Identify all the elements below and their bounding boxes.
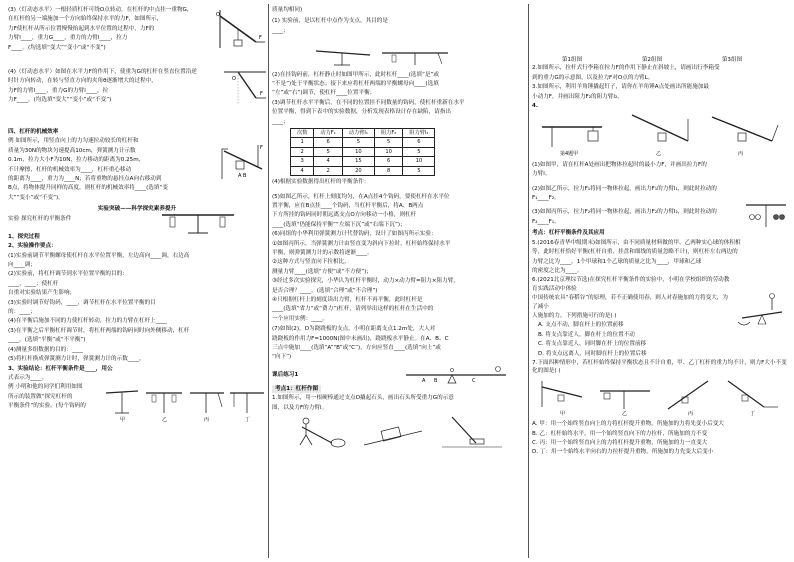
- q6-line: 人施加的力，下列措施可行的是( ): [532, 312, 617, 319]
- table-header-cell: 阻力F₂: [374, 129, 402, 138]
- q7-option: A. 甲：用一个始终竖直向上的力将杠杆提升重物，所施加的力将先变小后变大: [532, 421, 724, 428]
- point-label: A: [422, 377, 426, 384]
- q5-line: 力臂之比为____，1个甲球和1个乙球的质量之比为____，甲球和乙球: [532, 258, 702, 265]
- q7-option: D. 丁：用一个始终水平向右的力拉杆提升重物，所施加的力先变大后变小: [532, 449, 714, 456]
- table-cell: 3: [291, 157, 314, 166]
- experiment-item: (4)在平衡后施加不同的力使杠杆转动，拉力的力臂在杠杆上____: [8, 318, 167, 325]
- table-header-cell: 次数: [291, 129, 314, 138]
- q6-line: 中国传统农具“春稻谷”的原理，若不正确使用春，则人对春施加的力将变大，为了减小: [532, 295, 728, 310]
- q3-block: [8, 6, 266, 68]
- lever-figure-q3: [216, 8, 266, 54]
- example-line: 0.1m，拉力大小F为10N，拉力移动的距离为0.25m，: [8, 157, 145, 164]
- experiment-item: (3)在平衡之后平衡杠杆调节时，将杠杆两端的钩码同时向外侧移动，杠杆: [8, 327, 190, 334]
- figure-7-bing: [668, 381, 708, 409]
- q5-line: ④只根据杠杆上的刻度读出力臂，杠杆不再平衡，此时杠杆是: [272, 296, 423, 303]
- q4-figures: [532, 111, 782, 157]
- table-cell: 6: [314, 138, 342, 147]
- figure-yi: [146, 393, 182, 413]
- section-title: 四、杠杆的机械效率: [8, 129, 59, 135]
- q5-line: (5)如图乙所示，杠杆上刻度均匀，在A点挂4个钩码，要使杠杆在水平位: [272, 193, 450, 200]
- experiment-title: 实验突破——科学探究素养提升: [97, 206, 177, 213]
- q5-line: 置平衡，应在B点挂____个钩码，当杠杆平衡后，将A、B两点: [272, 202, 424, 209]
- q3-line: 3.如图所示，利用羊角锤撬起钉子，请你在羊角锤A点处画出所能施加最: [532, 84, 709, 91]
- q5-line: ①如图丙所示，当弹簧测力计由竖直变为斜向下拉时，杠杆始终保持水平: [272, 240, 451, 247]
- q4-line: (1)如图甲，请在杠杆A处画出把物体拉起时的最小力F，并画出拉力F的: [532, 161, 707, 168]
- example-efficiency: [8, 137, 266, 201]
- figure-suitcase: [364, 427, 422, 445]
- q2-line: 位置平衡，得到下表中的实验数据，分析发现表格设计存在缺陷，请指出: [272, 109, 452, 116]
- table-header-row: [291, 129, 435, 138]
- example2-block: [8, 383, 266, 423]
- q5-line: 一个应用实例：____。: [272, 315, 328, 322]
- table-cell: 5: [342, 138, 374, 147]
- table-header-cell: 动力F₁: [314, 129, 342, 138]
- q5-line: 测量力臂____(选填“方便”或“不方便”)；: [272, 268, 372, 275]
- experiment-item: ____，____；使杠杆: [8, 280, 59, 287]
- homework-title: 课后练习1: [272, 371, 299, 378]
- table-cell: 6: [374, 157, 402, 166]
- q5-line: 平衡，则弹簧测力计的示数将逐渐____。: [272, 249, 373, 256]
- group-title: 第1组图: [561, 57, 583, 63]
- column-middle: [272, 6, 526, 452]
- column-right: [532, 6, 788, 458]
- example-line: 的距离为____，重力为____N；若将重物的悬挂点A向右移动到: [8, 176, 162, 183]
- table-cell: 2: [314, 166, 342, 175]
- figure-label: 第4题甲: [560, 151, 579, 158]
- table-cell: 5: [314, 147, 342, 156]
- q5-line: 是否合理？____。(选填“合理”或“不合理”): [272, 287, 378, 294]
- svg-text:F: F: [259, 35, 262, 41]
- figure-label: 乙: [656, 151, 662, 158]
- q1-line: ____；: [272, 27, 289, 34]
- hw-q1-line: 图，以及力F的力臂l。: [272, 404, 328, 411]
- experiment-sub-row: [8, 215, 266, 233]
- example-line: B点，将物体提升同样的高度，则杠杆的机械效率将____(选填“变: [8, 185, 168, 192]
- experiment-subtitle: 实验 探究杠杆的平衡条件: [8, 215, 72, 222]
- column-divider: [528, 4, 529, 558]
- figure-bing: [190, 393, 224, 413]
- experiment-item: (1)实验前调节平衡螺母使杠杆在水平位置平衡，左边高向____调，右边高: [8, 252, 190, 259]
- group-title: 第3组图: [721, 57, 743, 63]
- section-title: 考点：杠杆平衡条件及其应用: [532, 230, 605, 237]
- q5-line: ____(选填“省力”或“费力”)杠杆，请列举出这样的杠杆在生活中的: [272, 306, 434, 313]
- q4-block: [8, 68, 266, 128]
- svg-text:F: F: [260, 145, 263, 152]
- table-cell: 10: [342, 147, 374, 156]
- figure-7-jia: [542, 381, 582, 407]
- table-cell: 5: [403, 166, 435, 175]
- experiment-item: (4)测量多组数据的目的：____: [8, 346, 84, 353]
- q5-line: 的密度之比为____。: [532, 267, 583, 274]
- figure-label: 丙: [688, 410, 694, 417]
- table-cell: 8: [374, 166, 402, 175]
- q7-line: 跷跷板的作用力F=1000N(图中未画出)，跷跷板水平静止。在A、B、C: [272, 335, 449, 342]
- lever-figure-q4: [222, 68, 268, 116]
- data-table: [290, 128, 435, 176]
- balance-lever-figure: [158, 205, 238, 235]
- q4-line: (4)根据实验数据得出杠杆的平衡条件：: [272, 179, 370, 186]
- seesaw-figure: [402, 363, 512, 385]
- figure-4-yi: [632, 115, 688, 141]
- q4-number: 4.: [532, 103, 539, 110]
- q4-line: (2)如图乙所示，拉力F₁将同一物体拉起，画出力F₁的力臂l₁，则此时拉动的: [532, 185, 717, 192]
- q7-option: B. 乙：杠杆始终水平，用一个始终竖直向下的力拉杆，所施加的力不变: [532, 430, 708, 437]
- table-cell: 20: [342, 166, 374, 175]
- q2-line: 2.如图所示，拉杆式行李箱在拉力F的作用下静止在斜坡上，请画出行李箱受: [532, 65, 720, 72]
- figure-label: 甲: [120, 417, 126, 424]
- experiment-item: 3、实验结论：杠杆平衡条件是____，用公: [8, 365, 113, 372]
- homework-subtitle: 考点1：杠杆作图: [272, 385, 321, 393]
- example2-line: 例 小明和他的同学们利用如图: [8, 384, 83, 391]
- svg-text:O: O: [232, 76, 236, 82]
- seesaw-row: [272, 363, 526, 385]
- q3-line: 力F使杠杆从所示位置慢慢抬起到水平位置的过程中，力F的: [8, 25, 155, 32]
- q6-option: B. 将支点靠近人，脚在杆上的位置不动: [538, 331, 635, 338]
- q4-line: F₁____F₂。: [532, 195, 560, 202]
- q4-line: 力臂l。: [532, 171, 551, 178]
- figure-7-ding: [728, 381, 778, 407]
- table-cell: 10: [374, 147, 402, 156]
- experiment-item: (3)实验时调节好钩码，____，调节杠杆在水平位置平衡的目: [8, 299, 156, 306]
- experiment-item: ____。(选填“平衡”或“不平衡”): [8, 337, 86, 344]
- q4-line: 力F____。(均选填“变大”“变小”或“不变”): [8, 97, 112, 104]
- q6-line: 6.(2021北京理综节选)在探究杠杆平衡条件的实验中，小明在学校组织的劳动教育实践活动中体验: [532, 277, 730, 292]
- figure-label: 乙: [622, 410, 628, 417]
- figure-label: 甲: [560, 410, 566, 417]
- figure-hammer: [442, 417, 502, 447]
- q4-line: 力F的力臂l____，重力G的力臂l____，拉: [8, 87, 109, 94]
- q7-line: (7)如图(2)，O为跷跷板的支点，小明在距离支点1.2m处，大人对: [272, 326, 436, 333]
- figure-4-jia: [542, 127, 602, 147]
- figure-label: 丙: [204, 417, 210, 424]
- q6-option: A. 支点不动，脚在杆上的位置前移: [538, 322, 624, 329]
- q5-line: ____(选填“仍能保持平衡”“左端下沉”或“右端下沉”)；: [272, 221, 406, 228]
- svg-text:A B: A B: [238, 173, 247, 180]
- q5-line: (6)同组的小华利用弹簧测力计代替钩码，设计了如图丙所示实验：: [272, 231, 437, 238]
- hw-q1-line: 1.如图所示，用一根硬棒通过支点O撬起石头，画出石头所受重力G的示意: [272, 395, 454, 402]
- table-cell: 4: [291, 166, 314, 175]
- point-label: C: [472, 377, 476, 384]
- group-title: 第2组图: [641, 57, 663, 63]
- example2-figures: [102, 383, 266, 423]
- experiment-item: 式表示为____。: [8, 374, 48, 381]
- point-label: O: [450, 367, 454, 374]
- q3-line: (3)（灯动态水平）一根轻质杠杆可绕O点转动，在杠杆的中点挂一重物G，: [8, 7, 193, 13]
- experiment-item: 向____调；: [8, 262, 36, 269]
- experiment-item: (5)将杠杆换成弹簧测力计时，弹簧测力计的示数____，: [8, 356, 145, 363]
- table-header-cell: 阻力臂l₂: [403, 129, 435, 138]
- table-cell: 6: [403, 138, 435, 147]
- continued-text: 质量均相同): [272, 7, 303, 13]
- example-line: 大”“变小”或“不变”)。: [8, 194, 64, 201]
- efficiency-figure: [218, 139, 266, 187]
- point-label: B: [434, 377, 438, 384]
- q4-line: (3)如图丙所示，拉力F₂将同一物体拉起，画出力F₂的力臂l₂，则此时拉动的: [532, 209, 717, 216]
- table-cell: 1: [291, 138, 314, 147]
- experiment-item: 2、实验操作要点：: [8, 243, 57, 250]
- q2-line: “不是”)处于平衡状态；接下来应将杠杆两端的平衡螺母向____(选填: [272, 81, 439, 88]
- experiment-item: 1、探究过程: [8, 233, 40, 240]
- q6-option: C. 将支点靠近人，同时脚在杆上的位置前移: [538, 341, 647, 348]
- q2-line: (3)调节杠杆水平平衡后，在不同的位置挂不同数量的钩码，使杠杆重新在水平: [272, 99, 465, 106]
- q6-block: [532, 276, 788, 358]
- q4-line: 时针方向转动，在转与竖直方向的夹角θ逐渐增大的过程中，: [8, 78, 157, 85]
- q5-line: 5.(2016春青华中级期末)如图所示，由不同质量材料做的甲、乙两种实心球的体积相: [532, 239, 741, 246]
- q7-line: 7.下面四种情形中，若杠杆始终保持平衡状态且不计自重，甲、乙丁杠杆的重力均不计，则力F大小不变化的图是( ): [532, 359, 787, 375]
- example2-line: 平衡条件”的实验。(每个钩码的: [8, 403, 86, 410]
- column-divider: [268, 4, 269, 558]
- table-row: [291, 166, 435, 175]
- figure-label: 丁: [750, 410, 756, 417]
- q4-line: (4)（灯动态水平）如图在水平力F的作用下，使重为G的杠杆在竖直位置沿逆: [8, 69, 197, 75]
- example2-line: 所示的装置做“探究杠杆的: [8, 393, 73, 400]
- q4-text-block: [532, 161, 788, 226]
- figure-crowbar: [300, 418, 345, 447]
- column-left: [8, 6, 266, 423]
- table-row: [291, 147, 435, 156]
- table-cell: 5: [374, 138, 402, 147]
- q4-line: F₂____F₁。: [532, 218, 560, 225]
- figure-label: 丙: [738, 151, 744, 158]
- table-cell: 5: [403, 147, 435, 156]
- hw-figures: [272, 413, 512, 449]
- lever-figures-q2: [312, 43, 452, 67]
- figure-label: 乙: [162, 417, 168, 424]
- q2-line: 到的重力G的示意图，以及拉力F对O点的力臂L。: [532, 74, 654, 81]
- q7-line: 三点中施加____(选填“A”“B”或“C”)，方向应竖直____(选填“向上”或: [272, 345, 441, 351]
- q5-line: 下方所挂的钩码同时朝远离支点O方向移动一小格，则杠杆: [272, 212, 417, 219]
- q3-line: 力臂l____，重力G____，重力的力臂l____，拉力: [8, 35, 128, 42]
- experiment-item: 自重对实验结果产生影响；: [8, 290, 76, 297]
- figure-7-yi: [600, 391, 650, 409]
- figure-4-bing: [712, 117, 778, 141]
- q6-option: D. 将支点远离人，同时脚在杆上的位置后移: [538, 350, 647, 357]
- q2-line: (2)在挂钩码前，杠杆静止时如图甲所示，此时杠杆____(选填“是”或: [272, 71, 439, 78]
- example-line: 质量为30N的物块匀速提高10cm，弹簧测力计示数: [8, 147, 136, 154]
- table-cell: 10: [403, 157, 435, 166]
- q5-line: ③经过多次实验探究，小华认为杠杆平衡时，动力×动力臂=阻力×阻力臂，: [272, 278, 459, 285]
- q5-line: ②这种方式与竖直向下拉相比，: [272, 259, 350, 266]
- q1-line: (1) 实验前，是以杠杆中点作为支点，其目的是: [272, 18, 388, 25]
- rice-pestle-figure: [736, 292, 786, 328]
- svg-text:O: O: [216, 12, 220, 18]
- q7-option: C. 丙：用一个始终竖直向上的力将杠杆提升重物，所施加的力一直变大: [532, 440, 708, 446]
- table-row: [291, 157, 435, 166]
- example-line: 例 如图所示，用竖直向上的力匀速拉动较长的杠杆和: [8, 138, 139, 145]
- figure-jia: [106, 391, 138, 413]
- experiment-item: (2)实验前，将杠杆调节到水平位置平衡的目的：: [8, 271, 128, 278]
- q3-line: 小动力F，并画出阻力F₂的阻力臂l₂。: [532, 93, 623, 100]
- example-line: 不计摩擦，杠杆的机械效率为____，杠杆重心移动: [8, 166, 132, 173]
- q2-line: “左”或“右”)调节，使杠杆____位置平衡；: [272, 90, 376, 97]
- table-cell: 15: [342, 157, 374, 166]
- table-row: [291, 138, 435, 147]
- group-title-row: [532, 56, 772, 64]
- q7-figures: [532, 377, 782, 417]
- q2-line: ____；: [272, 118, 289, 125]
- balance-scale-figure: [744, 199, 788, 229]
- table-cell: 4: [314, 157, 342, 166]
- q7-line: “向下”): [272, 354, 292, 361]
- experiment-item: 的：____；: [8, 309, 36, 316]
- q5-line: 等，此时杠杆恰好平衡(杠杆自重、挂盘和细线的质量忽略不计)，则杠杆左右两边的: [532, 249, 738, 256]
- table-header-cell: 动力臂l₁: [342, 129, 374, 138]
- q3-line: 在杠杆的另一端施加一个方向始终保持水平的力F，如图所示，: [8, 16, 163, 23]
- figure-label: 丁: [245, 417, 251, 424]
- svg-text:F: F: [260, 91, 263, 97]
- q3-line: F____。(均选填“变大”“变小”或“不变”): [8, 44, 106, 51]
- table-cell: 2: [291, 147, 314, 156]
- figure-ding: [230, 393, 264, 413]
